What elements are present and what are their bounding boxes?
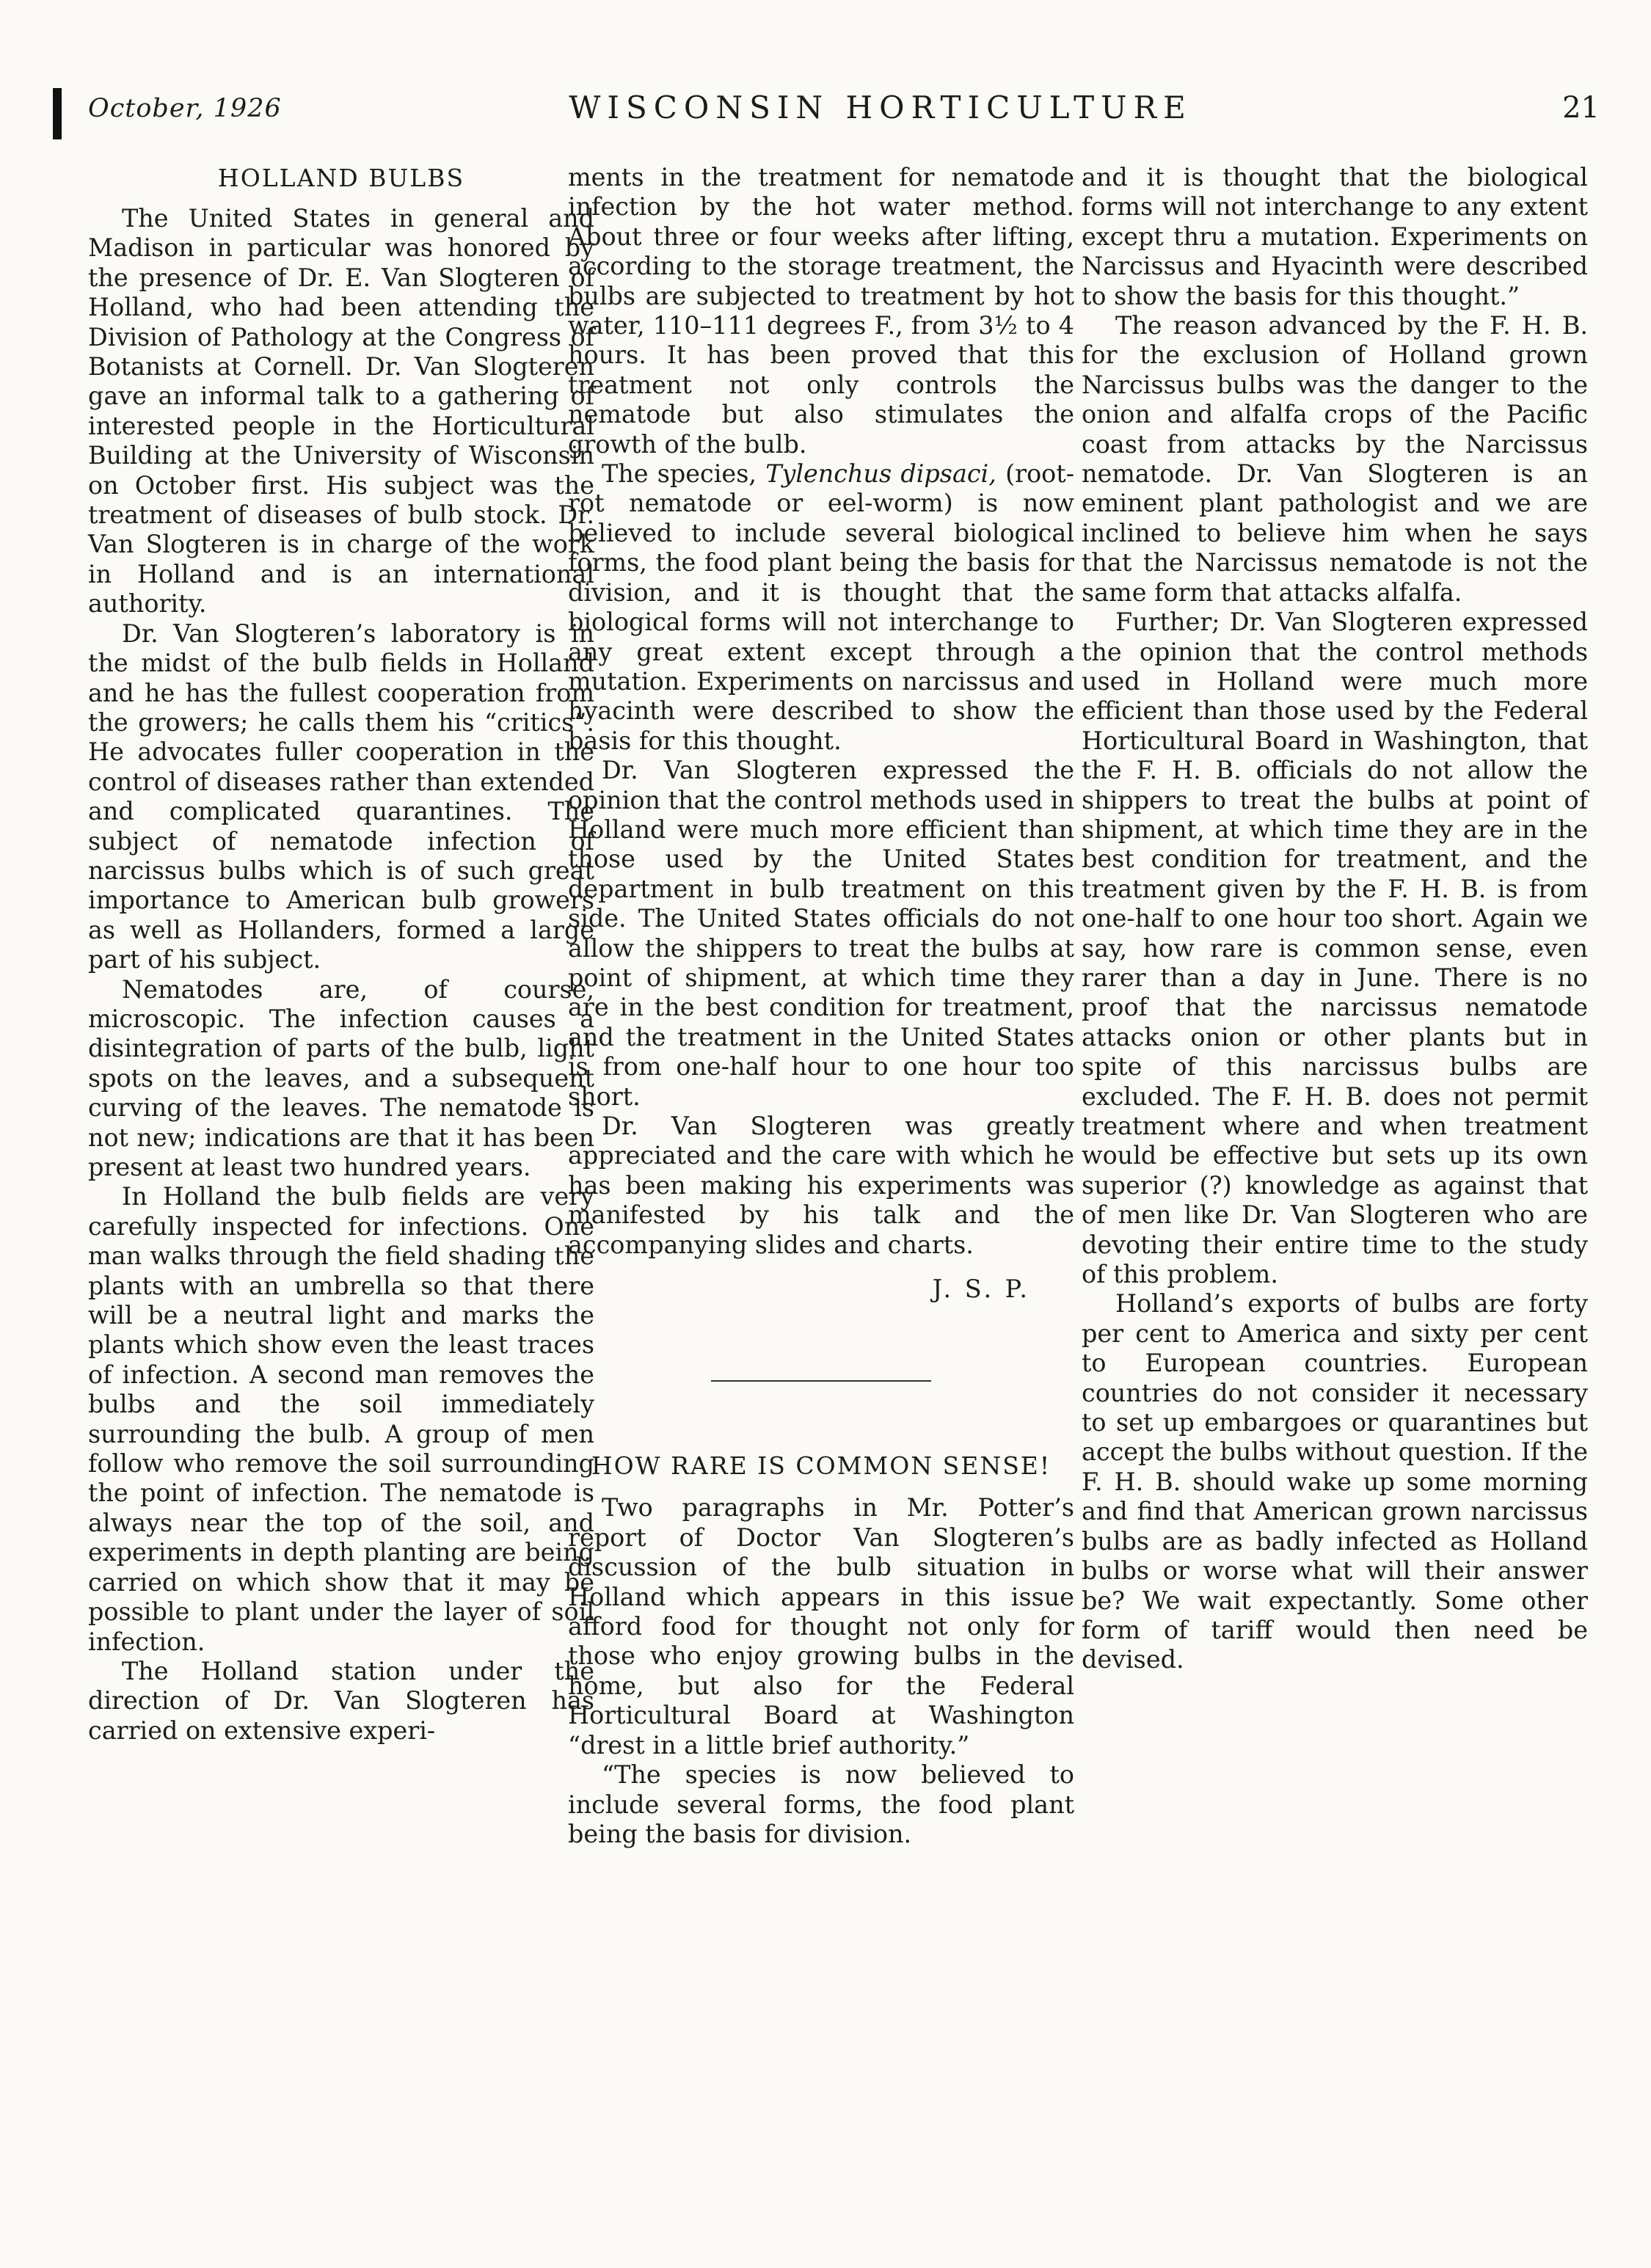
paragraph: Nematodes are, of course, microscopic. The infection causes a disintegration of parts of the bulb, light spots on the leaves, and a subsequent curving of the leaves. The nematode is not new; indications are that it has been present at least two hundred years. (88, 974, 594, 1181)
species-name: Tylenchus dipsaci, (765, 459, 996, 489)
issue-date: October, 1926 (88, 94, 282, 123)
column-2 (568, 163, 1074, 1849)
paragraph: “The species is now believed to include several forms, the food plant being the basis for division. (568, 1760, 1074, 1848)
page-header (88, 90, 1600, 134)
text-run: The species, (602, 459, 766, 489)
journal-title: WISCONSIN HORTICULTURE (569, 90, 1192, 125)
column-3 (1082, 163, 1588, 1675)
paragraph: The Holland station under the direction of Dr. Van Slogteren has carried on extensive experi- (88, 1656, 594, 1745)
paragraph (568, 459, 1074, 756)
section-divider (711, 1380, 931, 1382)
margin-rule (53, 88, 62, 139)
article-title-common-sense: HOW RARE IS COMMON SENSE! (591, 1451, 1052, 1481)
column-1 (88, 163, 594, 1746)
paragraph: Two paragraphs in Mr. Potter’s report of Doctor Van Slogteren’s discussion of the bulb situation in Holland which appears in this issue afford food for thought not only for those who enjoy growing bulbs in the home, but also for the Federal Horticultural Board at Washington “drest in a little brief authority.” (568, 1493, 1074, 1760)
paragraph: ments in the treatment for nematode infection by the hot water method. About three or four weeks after lifting, according to the storage treatment, the bulbs are subjected to treatment by hot water, 110–111 degrees F., from 3½ to 4 hours. It has been proved that this treatment not only controls the nematode but also stimulates the growth of the bulb. (568, 163, 1074, 459)
paragraph: In Holland the bulb fields are very carefully inspected for infections. One man walks through the field shading the plants with an umbrella so that there will be a neutral light and marks the plants which show even the least traces of infection. A second man removes the bulbs and the soil immediately surrounding the bulb. A group of men follow who remove the soil surrounding the point of infection. The nematode is always near the top of the soil, and experiments in depth planting are being carried on which show that it may be possible to plant under the layer of soil infection. (88, 1182, 594, 1656)
paragraph: Dr. Van Slogteren’s laboratory is in the midst of the bulb fields in Holland and he has the fullest cooperation from the growers; he calls them his “critics”. He advocates fuller cooperation in the control of diseases rather than extended and complicated quarantines. The subject of nematode infection of narcissus bulbs which is of such great importance to American bulb growers as well as Hollanders, formed a large part of his subject. (88, 619, 594, 974)
paragraph: The reason advanced by the F. H. B. for the exclusion of Holland grown Narcissus bulbs was the danger to the onion and alfalfa crops of the Pacific coast from attacks by the Narcissus nematode. Dr. Van Slogteren is an eminent plant pathologist and we are inclined to believe him when he says that the Narcissus nematode is not the same form that attacks alfalfa. (1082, 311, 1588, 607)
paragraph: Further; Dr. Van Slogteren expressed the opinion that the control methods used in Holland were much more efficient than those used by the Federal Horticultural Board in Washington, that the F. H. B. officials do not allow the shippers to treat the bulbs at point of shipment, at which time they are in the best condition for treatment, and the treatment given by the F. H. B. is from one-half to one hour too short. Again we say, how rare is common sense, even rarer than a day in June. There is no proof that the narcissus nematode attacks onion or other plants but in spite of this narcissus bulbs are excluded. The F. H. B. does not permit treatment where and when treatment would be effective but sets up its own superior (?) knowledge as against that of men like Dr. Van Slogteren who are devoting their entire time to the study of this problem. (1082, 608, 1588, 1289)
paragraph: Dr. Van Slogteren expressed the opinion that the control methods used in Holland were much more efficient than those used by the United States department in bulb treatment on this side. The United States officials do not allow the shippers to treat the bulbs at point of shipment, at which time they are in the best condition for treatment, and the treatment in the United States is from one-half hour to one hour too short. (568, 756, 1074, 1111)
paragraph: and it is thought that the biological forms will not interchange to any extent except thru a mutation. Experiments on Narcissus and Hyacinth were described to show the basis for this thought.” (1082, 163, 1588, 310)
paragraph: The United States in general and Madison in particular was honored by the presence of Dr. E. Van Slogteren of Holland, who had been attending the Division of Pathology at the Congress of Botanists at Cornell. Dr. Van Slogteren gave an informal talk to a gathering of interested people in the Horticultural Building at the University of Wisconsin on October first. His subject was the treatment of diseases of bulb stock. Dr. Van Slogteren is in charge of the work in Holland and is an international authority. (88, 204, 594, 619)
text-run: (root-rot nematode or eel-worm) is now believed to include several biological forms, the food plant being the basis for division, and it is thought that the biological forms will not interchange to any great extent except through a mutation. Experiments on narcissus and hyacinth were described to show the basis for this thought. (568, 459, 1074, 755)
paragraph: Holland’s exports of bulbs are forty per cent to America and sixty per cent to European countries. European countries do not consider it necessary to set up embargoes or quarantines but accept the bulbs without question. If the F. H. B. should wake up some morning and find that American grown narcissus bulbs are as badly infected as Holland bulbs or worse what will their answer be? We wait expectantly. Some other form of tariff would then need be devised. (1082, 1289, 1588, 1674)
paragraph: Dr. Van Slogteren was greatly appreciated and the care with which he has been making his experiments was manifested by his talk and the accompanying slides and charts. (568, 1112, 1074, 1259)
article-title-holland-bulbs: HOLLAND BULBS (217, 164, 465, 192)
page-number: 21 (1562, 91, 1600, 125)
author-signature: J. S. P. (932, 1275, 1030, 1304)
